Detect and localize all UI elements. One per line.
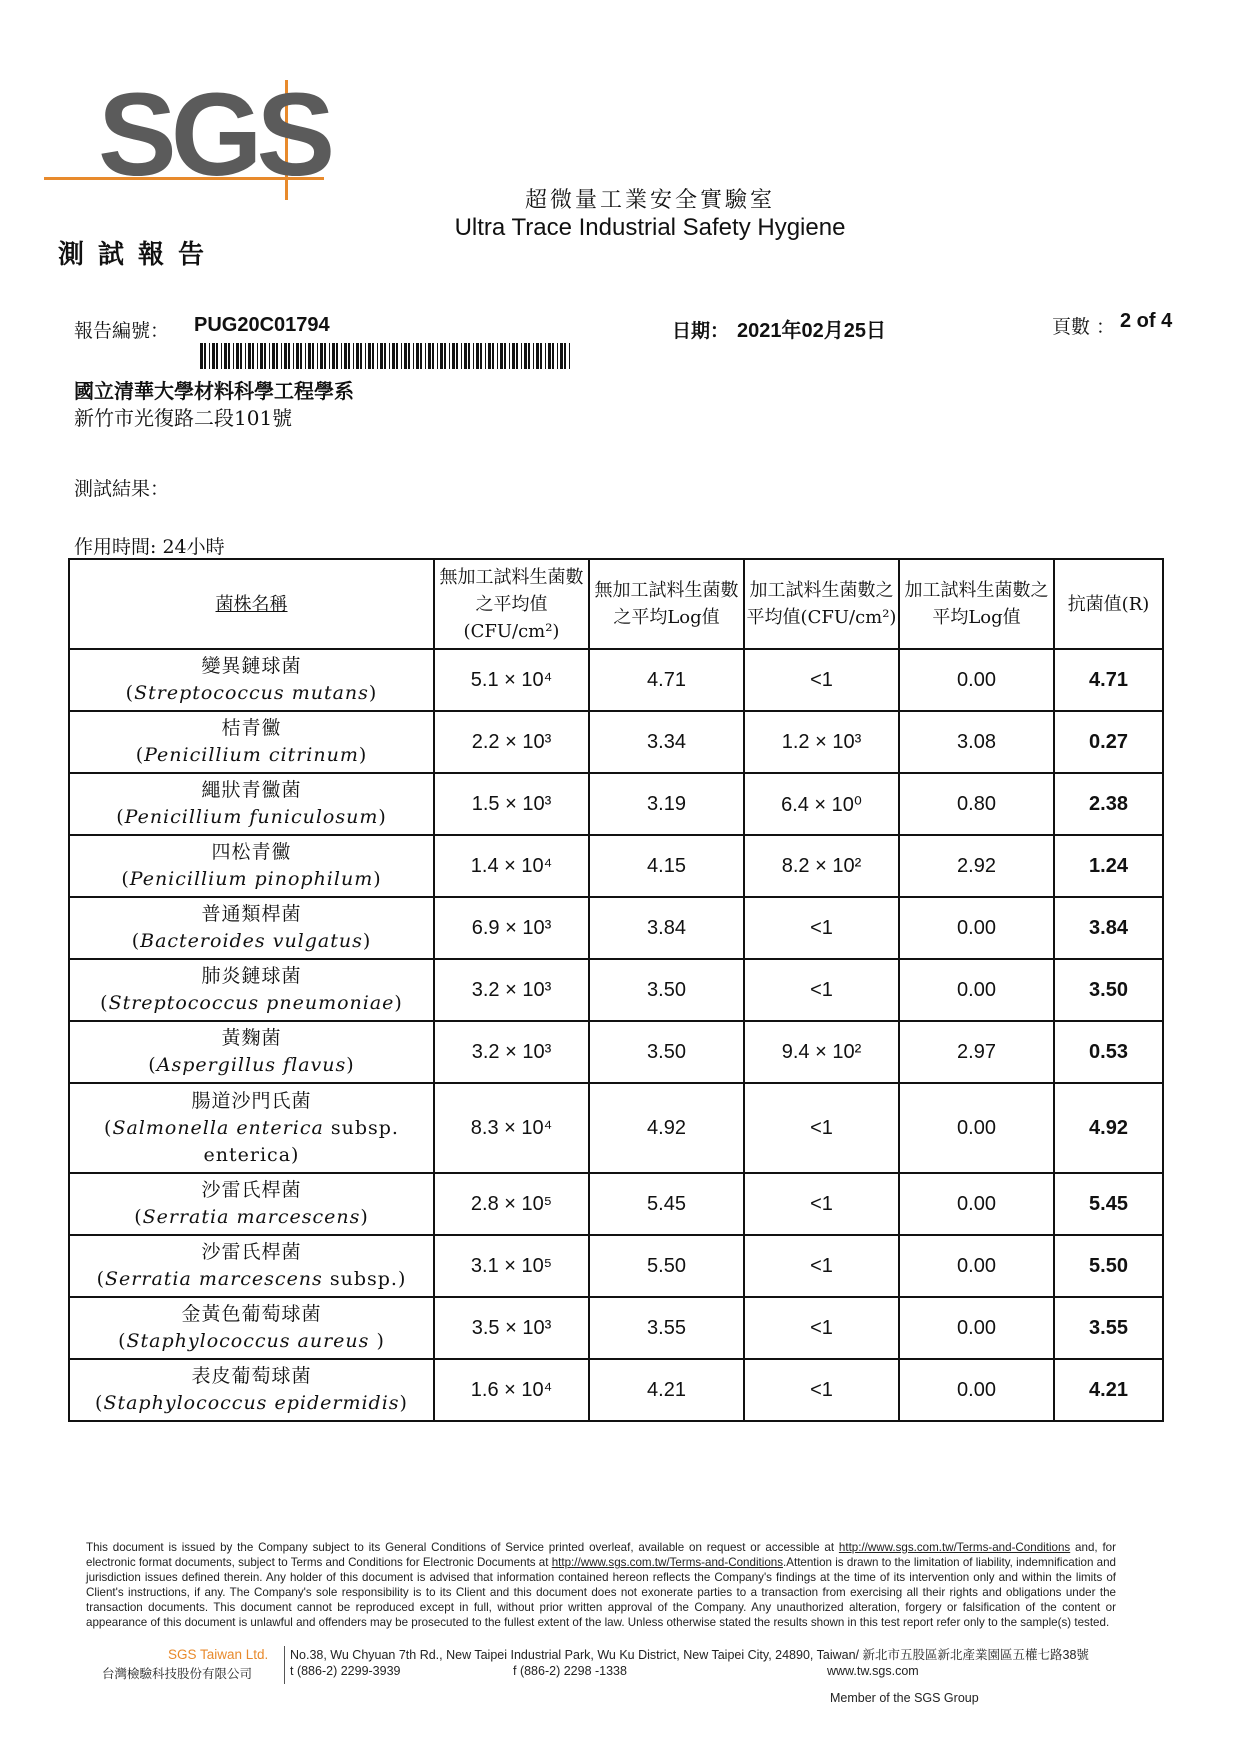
strain-name-scientific: (Penicillium citrinum) [135, 744, 368, 766]
treated-mean-cell: 1.2 × 10³ [744, 711, 899, 773]
barcode-bar [552, 343, 554, 369]
treated-mean-cell: <1 [744, 1173, 899, 1235]
company-telephone: t (886-2) 2299-3939 [290, 1664, 401, 1678]
barcode-bar [504, 343, 506, 369]
company-name-zh: 台灣檢驗科技股份有限公司 [102, 1666, 253, 1681]
treated-log-cell: 0.00 [899, 1359, 1054, 1421]
strain-name-cell [69, 649, 434, 711]
strain-name-scientific: (Streptococcus mutans) [125, 682, 378, 704]
barcode-bar [488, 343, 491, 369]
barcode-bar [320, 343, 323, 369]
barcode-bar [252, 343, 254, 369]
barcode-bar [264, 343, 266, 369]
barcode-bar [233, 343, 234, 369]
treated-mean-cell: <1 [744, 1235, 899, 1297]
terms-link[interactable]: http://www.sgs.com.tw/Terms-and-Conditions [838, 1541, 1071, 1554]
barcode-bar [485, 343, 486, 369]
barcode-bar [540, 343, 542, 369]
lab-name-en: Ultra Trace Industrial Safety Hygiene [454, 214, 846, 241]
date-label: 日期： [672, 320, 730, 342]
barcode-bar [293, 343, 294, 369]
barcode-bar [344, 343, 347, 369]
barcode-bar [200, 343, 203, 369]
barcode-bar [216, 343, 218, 369]
company-website[interactable]: www.tw.sgs.com [827, 1664, 919, 1678]
strain-name-zh: 金黃色葡萄球菌 [181, 1303, 322, 1325]
antibacterial-value-cell: 3.55 [1054, 1297, 1163, 1359]
strain-name-cell [69, 1359, 434, 1421]
barcode-bar [449, 343, 450, 369]
untreated-mean-cell: 6.9 × 10³ [434, 897, 589, 959]
untreated-log-cell: 3.50 [589, 959, 744, 1021]
treated-log-cell: 3.08 [899, 711, 1054, 773]
barcode-bar [404, 343, 407, 369]
barcode-bar [224, 343, 227, 369]
antibacterial-value-cell: 5.45 [1054, 1173, 1163, 1235]
antibacterial-value-cell: 2.38 [1054, 773, 1163, 835]
barcode-bar [437, 343, 438, 369]
strain-name-cell [69, 1021, 434, 1083]
report-date: 2021年02月25日 [737, 320, 886, 342]
strain-name-scientific: (Penicillium funiculosum) [116, 806, 387, 828]
company-name-en: SGS Taiwan Ltd. [168, 1647, 269, 1662]
barcode-bar [516, 343, 518, 369]
company-fax: f (886-2) 2298 -1338 [513, 1664, 627, 1678]
strain-name-zh: 四松青黴 [211, 841, 292, 863]
untreated-mean-cell: 3.2 × 10³ [434, 959, 589, 1021]
strain-name-zh: 沙雷氏桿菌 [201, 1241, 302, 1263]
strain-name-scientific: (Bacteroides vulgatus) [131, 930, 372, 952]
barcode-bar [284, 343, 287, 369]
barcode-bar [396, 343, 398, 369]
strain-name-cell [69, 1297, 434, 1359]
barcode-bar [236, 343, 239, 369]
barcode-bar [248, 343, 251, 369]
barcode-bar [228, 343, 230, 369]
untreated-log-cell: 3.34 [589, 711, 744, 773]
untreated-mean-cell: 3.5 × 10³ [434, 1297, 589, 1359]
barcode-bar [305, 343, 306, 369]
logo-wordmark: SGS [98, 69, 330, 201]
treated-mean-cell: <1 [744, 1297, 899, 1359]
results-label: 測試結果： [74, 478, 170, 500]
strain-name-zh: 表皮葡萄球菌 [191, 1365, 312, 1387]
barcode-bar [408, 343, 410, 369]
barcode-bar [476, 343, 479, 369]
barcode-bar [569, 343, 570, 369]
barcode-bar [528, 343, 530, 369]
untreated-mean-cell: 2.8 × 10⁵ [434, 1173, 589, 1235]
barcode-bar [425, 343, 426, 369]
antibacterial-value-cell: 4.71 [1054, 649, 1163, 711]
table-row [69, 649, 1163, 711]
report-barcode [200, 343, 574, 369]
barcode-bar [341, 343, 342, 369]
untreated-log-cell: 3.19 [589, 773, 744, 835]
barcode-bar [533, 343, 534, 369]
barcode-bar [372, 343, 374, 369]
barcode-bar [384, 343, 386, 369]
barcode-bar [401, 343, 402, 369]
barcode-bar [269, 343, 270, 369]
barcode-bar [272, 343, 275, 369]
barcode-bar [288, 343, 290, 369]
strain-name-zh: 腸道沙門氏菌 [191, 1089, 312, 1112]
barcode-bar [473, 343, 474, 369]
legal-disclaimer: This document is issued by the Company subject to its General Conditions of Service printed overleaf, available on request or accessible at http://www.sgs.com.tw/Terms-and-Conditions and, for electronic format documents, subject to Terms and Conditions for Electronic Documents at http://www.sgs.com.tw/Terms-and-Conditions.Attention is drawn to the limitation of liability, indemnification and jurisdiction issues defined therein. Any holder of this document is advised that information contained hereon reflects the Company's findings at the time of its intervention only and within the limits of Client's instructions, if any. The Company's sole responsibility is to its Client and this document does not exonerate parties to a transaction from exercising all their rights and obligations under the transaction documents. This document cannot be reproduced except in full, without prior written approval of the Company. Any unauthorized alteration, forgery or falsification of the content or appearance of this document is unlawful and offenders may be prosecuted to the fullest extent of the law. Unless otherwise stated the results shown in this test report refer only to the sample(s) tested. [86, 1541, 1116, 1629]
barcode-bar [468, 343, 470, 369]
strain-name-cell [69, 1173, 434, 1235]
barcode-bar [389, 343, 390, 369]
strain-name-scientific: (Serratia marcescens) [134, 1206, 369, 1228]
barcode-bar [329, 343, 330, 369]
barcode-bar [500, 343, 503, 369]
strain-name-scientific: (Streptococcus pneumoniae) [100, 992, 403, 1014]
barcode-bar [512, 343, 515, 369]
barcode-bar [245, 343, 246, 369]
barcode-bar [212, 343, 215, 369]
barcode-bar [356, 343, 359, 369]
barcode-bar [521, 343, 522, 369]
barcode-bar [324, 343, 326, 369]
exposure-duration: 作用時間: 24小時 [74, 536, 225, 558]
barcode-bar [560, 343, 563, 369]
barcode-bar [308, 343, 311, 369]
treated-mean-cell: 8.2 × 10² [744, 835, 899, 897]
barcode-bar [548, 343, 551, 369]
strain-name-zh: 變異鏈球菌 [201, 655, 302, 677]
treated-log-cell: 0.00 [899, 897, 1054, 959]
report-no-label: 報告編號： [74, 320, 170, 342]
strain-name-zh: 沙雷氏桿菌 [201, 1179, 302, 1201]
antibacterial-value-cell: 3.84 [1054, 897, 1163, 959]
header-treated-mean: 加工試料生菌數之平均值(CFU/cm²) [744, 559, 899, 649]
treated-log-cell: 2.92 [899, 835, 1054, 897]
barcode-bar [536, 343, 539, 369]
untreated-log-cell: 4.92 [589, 1083, 744, 1173]
treated-log-cell: 0.00 [899, 959, 1054, 1021]
barcode-bar [336, 343, 338, 369]
barcode-bar [497, 343, 498, 369]
barcode-bar [416, 343, 419, 369]
barcode-bar [420, 343, 422, 369]
report-no: PUG20C01794 [194, 314, 330, 336]
table-row [69, 1021, 1163, 1083]
strain-name-cell [69, 897, 434, 959]
treated-mean-cell: 9.4 × 10² [744, 1021, 899, 1083]
treated-log-cell: 0.00 [899, 1083, 1054, 1173]
barcode-bar [204, 343, 206, 369]
table-row [69, 1297, 1163, 1359]
strain-name-scientific: (Staphylococcus epidermidis) [95, 1392, 408, 1414]
barcode-bar [461, 343, 462, 369]
barcode-bar [257, 343, 258, 369]
barcode-bar [368, 343, 371, 369]
customer-name: 國立清華大學材料科學工程學系 [74, 379, 354, 403]
barcode-bar [365, 343, 366, 369]
antibacterial-value-cell: 4.92 [1054, 1083, 1163, 1173]
untreated-mean-cell: 1.4 × 10⁴ [434, 835, 589, 897]
strain-name-cell [69, 773, 434, 835]
table-row [69, 897, 1163, 959]
barcode-bar [317, 343, 318, 369]
header-strain-name: 菌株名稱 [69, 559, 434, 649]
barcode-bar [452, 343, 455, 369]
strain-name-zh: 普通類桿菌 [201, 903, 302, 925]
member-of-group: Member of the SGS Group [830, 1691, 979, 1705]
untreated-mean-cell: 5.1 × 10⁴ [434, 649, 589, 711]
page-label: 頁數 ： [1052, 316, 1116, 338]
results-table [68, 558, 1164, 1422]
barcode-bar [432, 343, 434, 369]
untreated-mean-cell: 3.2 × 10³ [434, 1021, 589, 1083]
barcode-bar [545, 343, 546, 369]
antibacterial-value-cell: 5.50 [1054, 1235, 1163, 1297]
header-untreated-log: 無加工試料生菌數之平均Log值 [589, 559, 744, 649]
strain-name-scientific: (Salmonella enterica subsp. enterica) [104, 1116, 399, 1166]
strain-name-cell [69, 1083, 434, 1173]
barcode-bar [564, 343, 566, 369]
footer-separator [284, 1646, 285, 1684]
barcode-bar [413, 343, 414, 369]
header-treated-log: 加工試料生菌數之平均Log值 [899, 559, 1054, 649]
barcode-bar [480, 343, 482, 369]
strain-name-scientific: (Serratia marcescens subsp.) [96, 1268, 407, 1290]
strain-name-scientific: (Penicillium pinophilum) [121, 868, 382, 890]
barcode-bar [380, 343, 383, 369]
treated-log-cell: 0.00 [899, 1235, 1054, 1297]
table-row [69, 959, 1163, 1021]
barcode-bar [360, 343, 362, 369]
barcode-bar [456, 343, 458, 369]
untreated-log-cell: 3.50 [589, 1021, 744, 1083]
untreated-log-cell: 5.50 [589, 1235, 744, 1297]
lab-name-zh: 超微量工業安全實驗室 [524, 188, 775, 213]
antibacterial-value-cell: 0.53 [1054, 1021, 1163, 1083]
barcode-bar [296, 343, 299, 369]
antibacterial-value-cell: 4.21 [1054, 1359, 1163, 1421]
sgs-logo [40, 69, 330, 206]
strain-name-scientific: (Aspergillus flavus) [148, 1054, 355, 1076]
barcode-bar [392, 343, 395, 369]
table-row [69, 835, 1163, 897]
treated-mean-cell: <1 [744, 1359, 899, 1421]
untreated-log-cell: 3.84 [589, 897, 744, 959]
barcode-bar [428, 343, 431, 369]
treated-mean-cell: <1 [744, 959, 899, 1021]
barcode-bar [377, 343, 378, 369]
barcode-bar [300, 343, 302, 369]
barcode-bar [240, 343, 242, 369]
barcode-bar [332, 343, 335, 369]
header-untreated-mean: 無加工試料生菌數之平均值(CFU/cm²) [434, 559, 589, 649]
barcode-bar [509, 343, 510, 369]
barcode-bar [348, 343, 350, 369]
treated-log-cell: 2.97 [899, 1021, 1054, 1083]
treated-log-cell: 0.00 [899, 1173, 1054, 1235]
untreated-log-cell: 4.15 [589, 835, 744, 897]
table-row [69, 1359, 1163, 1421]
antibacterial-value-cell: 3.50 [1054, 959, 1163, 1021]
table-row [69, 711, 1163, 773]
table-row [69, 773, 1163, 835]
untreated-log-cell: 4.21 [589, 1359, 744, 1421]
table-row [69, 1083, 1163, 1173]
barcode-bar [524, 343, 527, 369]
strain-name-zh: 繩狀青黴菌 [201, 779, 302, 801]
treated-log-cell: 0.00 [899, 649, 1054, 711]
treated-log-cell: 0.00 [899, 1297, 1054, 1359]
barcode-bar [440, 343, 443, 369]
strain-name-cell [69, 959, 434, 1021]
barcode-bar [281, 343, 282, 369]
barcode-bar [464, 343, 467, 369]
untreated-log-cell: 4.71 [589, 649, 744, 711]
treated-log-cell: 0.80 [899, 773, 1054, 835]
barcode-bar [312, 343, 314, 369]
untreated-mean-cell: 1.6 × 10⁴ [434, 1359, 589, 1421]
strain-name-zh: 肺炎鏈球菌 [201, 965, 302, 987]
company-address: No.38, Wu Chyuan 7th Rd., New Taipei Industrial Park, Wu Ku District, New Taipei City, 24890, Taiwan/ 新北市五股區新北產業園區五權七路38號 [290, 1648, 1089, 1662]
untreated-log-cell: 3.55 [589, 1297, 744, 1359]
barcode-bar [221, 343, 222, 369]
barcode-bar [276, 343, 278, 369]
untreated-mean-cell: 2.2 × 10³ [434, 711, 589, 773]
antibacterial-value-cell: 1.24 [1054, 835, 1163, 897]
strain-name-scientific: (Staphylococcus aureus ) [118, 1330, 385, 1352]
treated-mean-cell: <1 [744, 649, 899, 711]
strain-name-cell [69, 835, 434, 897]
barcode-bar [353, 343, 354, 369]
treated-mean-cell: <1 [744, 1083, 899, 1173]
untreated-mean-cell: 8.3 × 10⁴ [434, 1083, 589, 1173]
table-row [69, 1235, 1163, 1297]
untreated-log-cell: 5.45 [589, 1173, 744, 1235]
strain-name-cell [69, 1235, 434, 1297]
treated-mean-cell: <1 [744, 897, 899, 959]
strain-name-zh: 桔青黴 [221, 717, 282, 739]
table-header-row [69, 559, 1163, 649]
antibacterial-value-cell: 0.27 [1054, 711, 1163, 773]
header-antibacterial-value: 抗菌值(R) [1054, 559, 1163, 649]
barcode-bar [260, 343, 263, 369]
barcode-bar [557, 343, 558, 369]
untreated-mean-cell: 1.5 × 10³ [434, 773, 589, 835]
document-title: 測試報告 [58, 240, 219, 270]
page-number: 2 of 4 [1120, 310, 1173, 332]
strain-name-zh: 黃麴菌 [221, 1027, 282, 1049]
treated-mean-cell: 6.4 × 10⁰ [744, 773, 899, 835]
customer-address: 新竹市光復路二段101號 [74, 406, 293, 430]
table-row [69, 1173, 1163, 1235]
barcode-bar [492, 343, 494, 369]
barcode-bar [209, 343, 210, 369]
untreated-mean-cell: 3.1 × 10⁵ [434, 1235, 589, 1297]
barcode-bar [444, 343, 446, 369]
strain-name-cell [69, 711, 434, 773]
electronic-terms-link[interactable]: http://www.sgs.com.tw/Terms-and-Conditions [551, 1556, 784, 1569]
